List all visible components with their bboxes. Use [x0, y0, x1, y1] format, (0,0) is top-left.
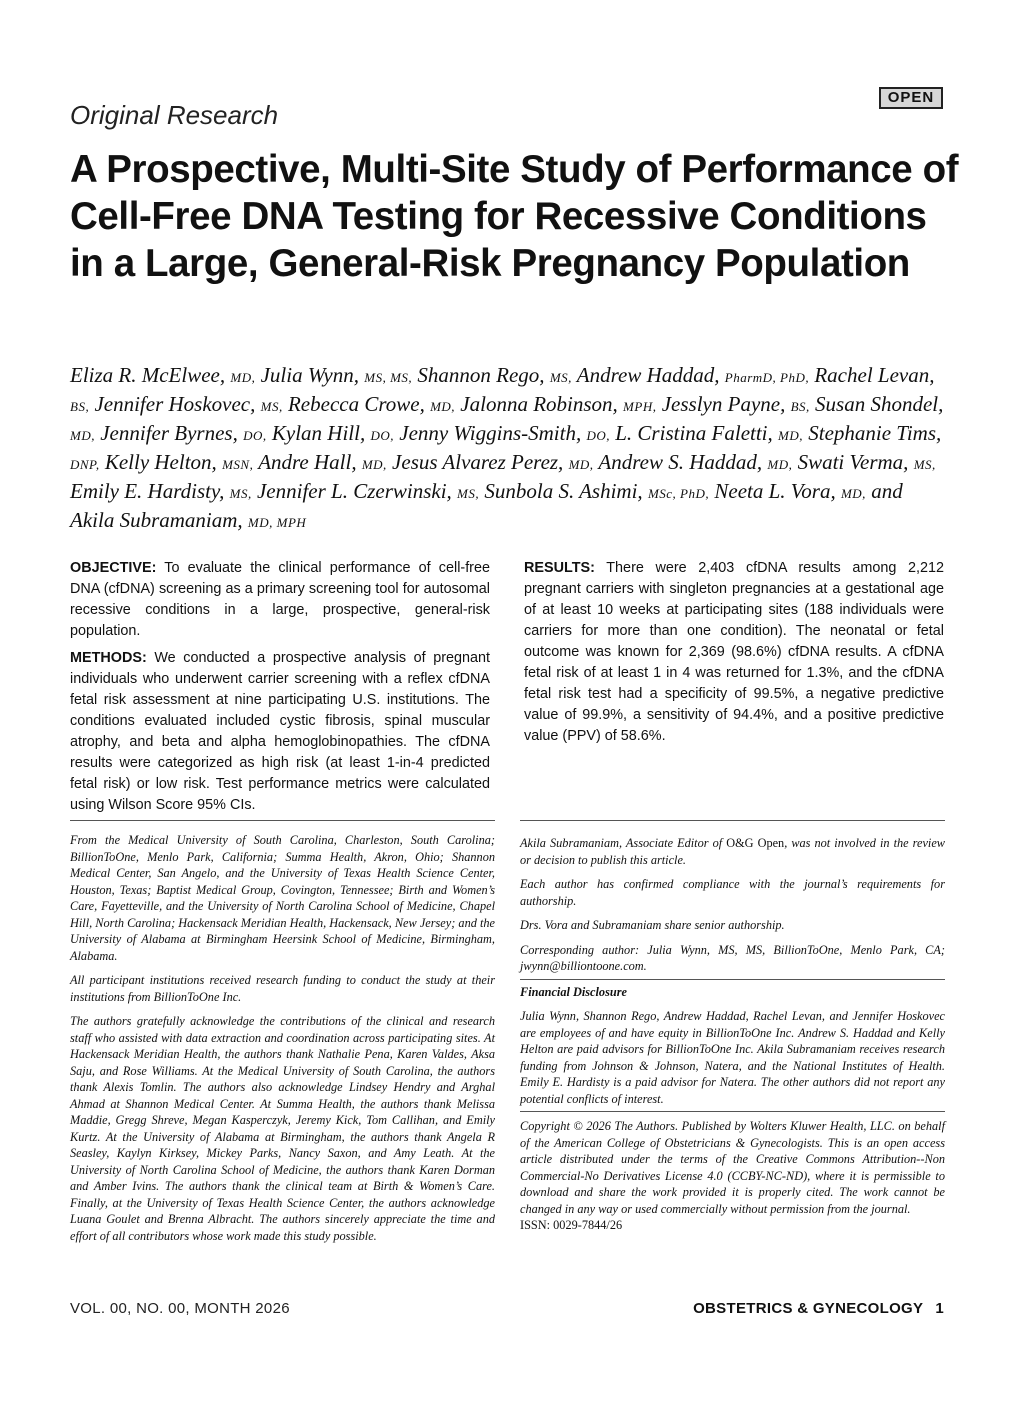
acknowledgments-note: The authors gratefully acknowledge the contributions of the clinical and research staff who assisted with data extraction and coordination across participating sites. At Hackensack Meridian Health, the authors thank Nathalie Pena, Karen Valdes, Aksa Saju, and Rose Williams. At the Medical University of South Carolina, the authors thank Alexis Tomlin. The authors also acknowledge Lindsey Hendry and Arghal Ahmad at Shannon Medical Center. At Summa Health, the authors thank Melissa Maddie, Gregg Shreve, Megan Kasperczyk, Jeremy Kick, Tom Callihan, and Emily Kurtz. At the University of Alabama at Birmingham, the authors thank Angela R Seasley, Kaylyn Kirksey, Mickey Parks, Nancy Saxon, and Amy Leath. At the University of North Carolina School of Medicine, the authors thank Karen Dorman and Amber Ivins. The authors thank the clinical team at Birth & Women’s Care. Finally, at the University of Texas Health Science Center, the authors acknowledge Luana Goulet and Brenna Albracht. The authors sincerely appreciate the time and effort of all contributors whose work made this study possible.: [70, 1014, 495, 1243]
section-label: Original Research: [70, 100, 279, 130]
affiliations-note: From the Medical University of South Carolina, Charleston, South Carolina; BillionToOne, Menlo Park, California; Summa Health, Akron, Ohio; Shannon Medical Center, San Angelo, and the University of Texas Health Science Center, Houston, Texas; Baptist Medical Group, Covington, Tennessee; Birth and Women’s Care, Fayetteville, and the University of North Carolina School of Medicine, Chapel Hill, North Carolina; Hackensack Meridian Health, Hackensack, New Jersey; and the University of Alabama at Birmingham Heersink School of Medicine, Birmingham, Alabama.: [70, 833, 495, 963]
author-name: Jenny Wiggins-Smith,: [399, 421, 582, 445]
footer-journal: [693, 1300, 944, 1317]
author-degree: MSc, PhD,: [647, 486, 710, 501]
author-name: and Akila Subramaniam,: [70, 479, 903, 532]
author-name: Kelly Helton,: [104, 450, 217, 474]
author-degree: MPH,: [623, 399, 657, 414]
author-name: L. Cristina Faletti,: [615, 421, 773, 445]
author-name: Emily E. Hardisty,: [70, 479, 225, 503]
author-degree: PharmD, PhD,: [724, 370, 810, 385]
author-name: Sunbola S. Ashimi,: [484, 479, 643, 503]
open-access-badge: OPEN: [879, 87, 943, 109]
author-name: Jalonna Robinson,: [460, 392, 618, 416]
author-name: Kylan Hill,: [271, 421, 366, 445]
author-degree: MS,: [229, 486, 252, 501]
editor-note: [520, 835, 945, 868]
author-name: Andre Hall,: [258, 450, 357, 474]
abstract-column-right: [524, 558, 944, 753]
copyright-note: Copyright © 2026 The Authors. Published by Wolters Kluwer Health, LLC. on behalf of the American College of Obstetricians & Gynecologists. This is an open access article distributed under the terms of the Creative Commons Attribution--Non Commercial-No Derivatives License 4.0 (CCBY-NC-ND), where it is permissible to download and share the work provided it is properly cited. The work cannot be changed in any way or used commercially without permission from the journal.: [520, 1119, 945, 1216]
results-text: There were 2,403 cfDNA results among 2,212 pregnant carriers with singleton pregnancies at a gestational age of at least 10 weeks at participating sites (188 individuals were carriers for more than one condition). The neonatal or fetal outcome was known for 2,369 (98.6%) cfDNA results. A cfDNA fetal risk of at least 1 in 4 was returned for 1.3%, and the cfDNA fetal risk test had a specificity of 99.5%, a negative predictive value of 99.9%, a sensitivity of 94.4%, and a positive predictive value (PPV) of 58.6%.: [524, 560, 944, 744]
footnotes-left: [70, 832, 495, 1252]
author-degree: MSN,: [222, 457, 254, 472]
author-name: Jesslyn Payne,: [661, 392, 786, 416]
footer-journal-name: OBSTETRICS & GYNECOLOGY: [693, 1300, 924, 1317]
author-degree: BS,: [790, 399, 810, 414]
financial-disclosure-text: Julia Wynn, Shannon Rego, Andrew Haddad, Rachel Levan, and Jennifer Hoskovec are employees of and have equity in BillionToOne Inc. Andrew S. Haddad and Kelly Helton are paid advisors for BillionToOne Inc. Akila Subramaniam receives research funding from Johnson & Johnson, Natera, and the National Institutes of Health. Emily E. Hardisty is a paid advisor for Natera. The other authors did not report any potential conflicts of interest.: [520, 1009, 945, 1106]
compliance-note: Each author has confirmed compliance with the journal’s requirements for authorship.: [520, 877, 945, 908]
editor-note-a: Akila Subramaniam, Associate Editor of: [520, 836, 727, 850]
author-degree: MD,: [778, 428, 803, 443]
financial-divider: [520, 979, 945, 980]
author-name: Swati Verma,: [797, 450, 909, 474]
author-degree: DO,: [370, 428, 394, 443]
author-degree: BS,: [70, 399, 90, 414]
author-degree: DO,: [586, 428, 610, 443]
author-name: Jennifer Hoskovec,: [94, 392, 256, 416]
editor-note-b: , was not involved in the review or decision to publish this article.: [520, 836, 945, 867]
author-degree: DO,: [243, 428, 267, 443]
author-degree: MD,: [230, 370, 256, 385]
author-name: Susan Shondel,: [815, 392, 944, 416]
author-degree: MD,: [430, 399, 456, 414]
senior-authorship-note: Drs. Vora and Subramaniam share senior authorship.: [520, 918, 785, 932]
results-heading: RESULTS:: [524, 560, 595, 576]
author-degree: MS,: [457, 486, 480, 501]
author-name: Andrew S. Haddad,: [598, 450, 763, 474]
author-degree: MS,: [260, 399, 283, 414]
author-name: Jesus Alvarez Perez,: [392, 450, 564, 474]
financial-disclosure-heading: Financial Disclosure: [520, 984, 627, 999]
author-degree: MS,: [549, 370, 572, 385]
author-name: Rachel Levan,: [814, 363, 935, 387]
objective-heading: OBJECTIVE:: [70, 560, 157, 576]
funding-note: All participant institutions received research funding to conduct the study at their institutions from BillionToOne Inc.: [70, 973, 495, 1004]
abstract-column-left: [70, 558, 490, 816]
author-degree: MD,: [361, 457, 387, 472]
abstract-results: [524, 558, 944, 747]
notes-divider-left: [70, 820, 495, 821]
copyright-divider: [520, 1111, 945, 1112]
author-name: Andrew Haddad,: [576, 363, 720, 387]
author-degree: MD,: [840, 486, 866, 501]
author-name: Jennifer L. Czerwinski,: [256, 479, 452, 503]
author-degree: MS, MS,: [364, 370, 413, 385]
issn-note: ISSN: 0029-7844/26: [520, 1218, 623, 1232]
author-name: Stephanie Tims,: [808, 421, 942, 445]
author-list: [70, 362, 946, 536]
footer-volume: VOL. 00, NO. 00, MONTH 2026: [70, 1300, 290, 1317]
objective-text: To evaluate the clinical performance of cell-free DNA (cfDNA) screening as a primary screening tool for autosomal recessive conditions in a large, prospective, general-risk population.: [70, 560, 490, 639]
author-name: Jennifer Byrnes,: [100, 421, 238, 445]
author-degree: MD,: [568, 457, 594, 472]
methods-heading: METHODS:: [70, 650, 147, 666]
article-title: A Prospective, Multi-Site Study of Performance of Cell-Free DNA Testing for Recessive Conditions in a Large, General-Risk Pregnancy Population: [70, 148, 959, 285]
abstract-methods: [70, 648, 490, 816]
editor-journal-name: O&G Open: [726, 836, 785, 850]
author-name: Eliza R. McElwee,: [70, 363, 226, 387]
author-name: Rebecca Crowe,: [287, 392, 425, 416]
abstract-objective: [70, 558, 490, 642]
author-degree: DNP,: [70, 457, 100, 472]
author-name: Shannon Rego,: [417, 363, 545, 387]
footnotes-right: [520, 835, 945, 1242]
corresponding-author-note: Corresponding author: Julia Wynn, MS, MS, BillionToOne, Menlo Park, CA; jwynn@billiontoone.com.: [520, 942, 945, 973]
author-degree: MD,: [70, 428, 95, 443]
page-number: 1: [935, 1300, 944, 1317]
author-name: Neeta L. Vora,: [714, 479, 836, 503]
methods-text: We conducted a prospective analysis of pregnant individuals who underwent carrier screening with a reflex cfDNA fetal risk assessment at nine participating U.S. institutions. The conditions evaluated included cystic fibrosis, spinal muscular atrophy, and beta and alpha hemoglobinopathies. The cfDNA results were categorized as high risk (at least 1-in-4 predicted fetal risk) or low risk. Test performance metrics were calculated using Wilson Score 95% CIs.: [70, 650, 490, 813]
notes-divider-right: [520, 820, 945, 821]
author-name: Julia Wynn,: [260, 363, 359, 387]
author-degree: MD, MPH: [247, 515, 307, 530]
author-degree: MD,: [767, 457, 793, 472]
author-degree: MS,: [913, 457, 936, 472]
